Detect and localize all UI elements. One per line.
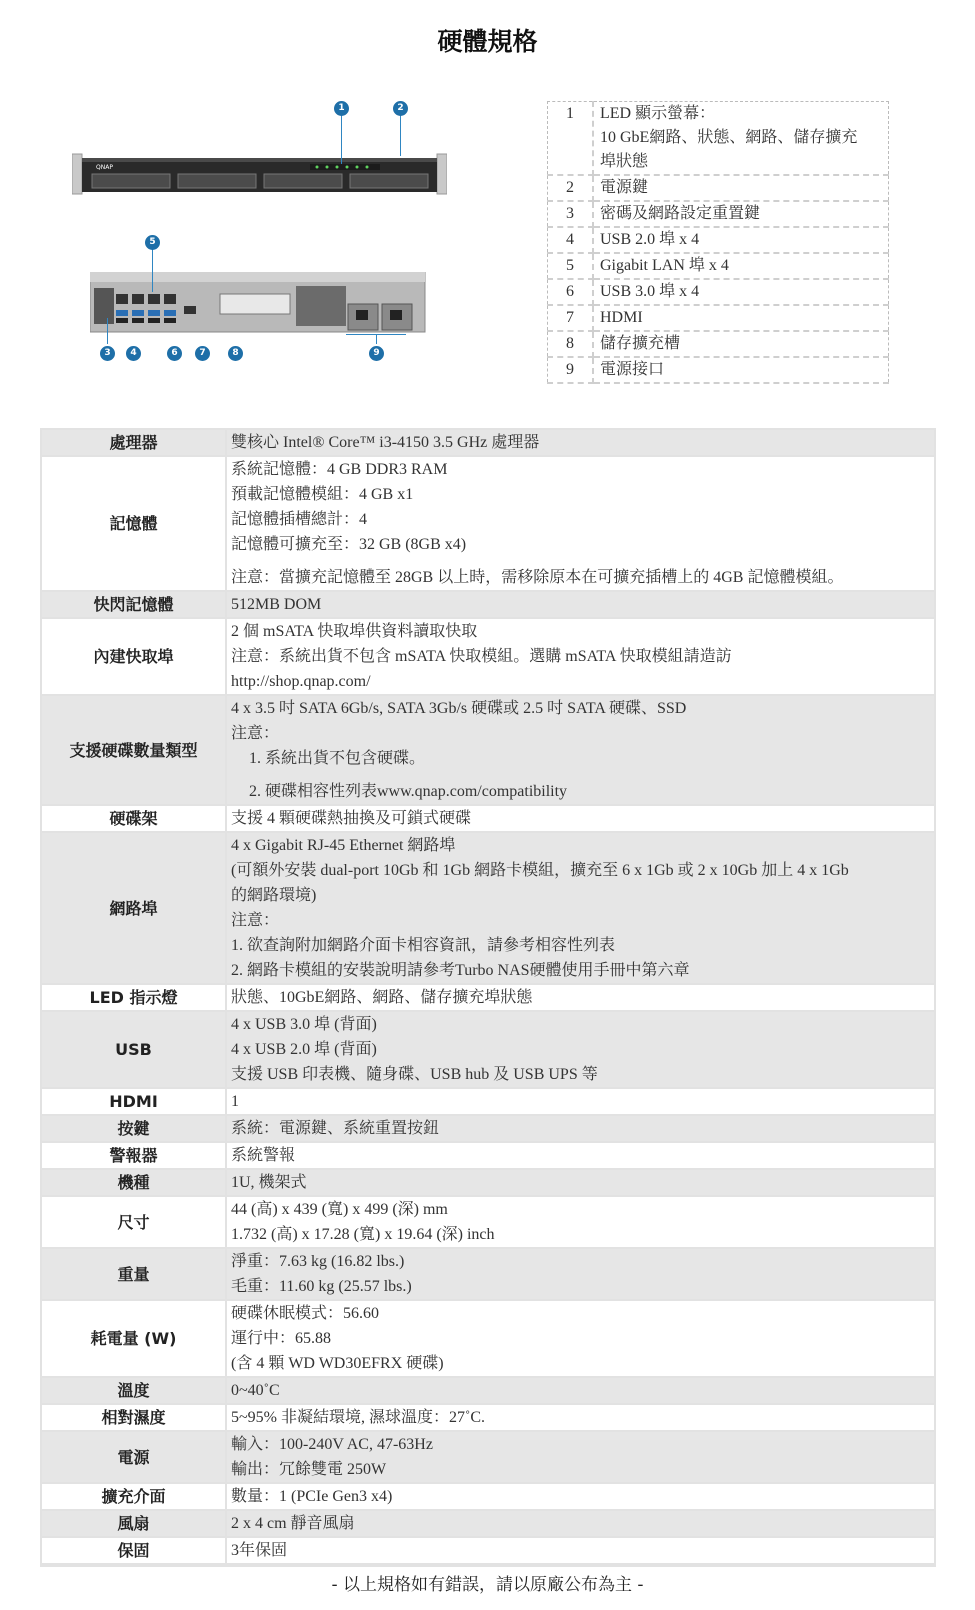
spec-label: 網路埠 <box>42 833 227 985</box>
spec-line: 注意：系統出貨不包含 mSATA 快取模組。選購 mSATA 快取模組請造訪 <box>231 648 732 665</box>
spec-row <box>42 1511 934 1538</box>
spec-line: 1U, 機架式 <box>231 1174 307 1191</box>
spec-value <box>227 1143 934 1170</box>
legend-row <box>548 201 889 227</box>
spec-value <box>227 1511 934 1538</box>
spec-row <box>42 1405 934 1432</box>
spec-line <box>231 771 934 779</box>
component-legend-table <box>547 101 889 384</box>
spec-row <box>42 430 934 457</box>
spec-line: 運行中：65.88 <box>231 1330 332 1347</box>
spec-line: 1.732 (高) x 17.28 (寬) x 19.64 (深) inch <box>231 1226 495 1243</box>
legend-description <box>593 253 889 279</box>
spec-label: HDMI <box>42 1089 227 1116</box>
callout-5: 5 <box>145 235 160 250</box>
spec-label: 溫度 <box>42 1378 227 1405</box>
spec-label: 尺寸 <box>42 1197 227 1249</box>
spec-row <box>42 696 934 806</box>
legend-line: USB 3.0 埠 x 4 <box>600 283 700 300</box>
spec-value <box>227 1089 934 1116</box>
callout-1: 1 <box>334 101 349 116</box>
spec-label: 按鍵 <box>42 1116 227 1143</box>
spec-row <box>42 592 934 619</box>
spec-row <box>42 1301 934 1378</box>
spec-line: 0~40˚C <box>231 1382 280 1399</box>
spec-label: 保固 <box>42 1538 227 1565</box>
callout-4: 4 <box>126 346 141 361</box>
legend-line: 埠狀態 <box>600 153 649 170</box>
disclaimer-footer: - 以上規格如有錯誤，請以原廠公布為主 - <box>331 1575 644 1595</box>
spec-row <box>42 1484 934 1511</box>
spec-label: 重量 <box>42 1249 227 1301</box>
legend-line: 儲存擴充槽 <box>600 335 681 352</box>
spec-row <box>42 1012 934 1089</box>
spec-line: 4 x USB 2.0 埠 (背面) <box>231 1041 377 1058</box>
callout-6: 6 <box>167 346 182 361</box>
spec-row <box>42 806 934 833</box>
spec-row <box>42 1197 934 1249</box>
spec-line: 輸入：100-240V AC, 47-63Hz <box>231 1436 433 1453</box>
spec-line: 狀態、10GbE網路、網路、儲存擴充埠狀態 <box>231 989 533 1006</box>
spec-label: 內建快取埠 <box>42 619 227 696</box>
spec-line: 2 個 mSATA 快取埠供資料讀取快取 <box>231 623 478 640</box>
spec-line: 支援 USB 印表機、隨身碟、USB hub 及 USB UPS 等 <box>231 1066 598 1083</box>
legend-line: 電源鍵 <box>600 179 649 196</box>
spec-value <box>227 1301 934 1378</box>
legend-number: 7 <box>548 305 594 331</box>
spec-line: 注意： <box>231 912 280 929</box>
spec-value <box>227 1249 934 1301</box>
legend-line: HDMI <box>600 309 643 326</box>
legend-description <box>593 201 889 227</box>
spec-label: 相對濕度 <box>42 1405 227 1432</box>
spec-label: 處理器 <box>42 430 227 457</box>
spec-value <box>227 1538 934 1565</box>
legend-number: 2 <box>548 175 594 201</box>
spec-line: 支援 4 顆硬碟熱抽換及可鎖式硬碟 <box>231 810 472 827</box>
spec-row <box>42 1378 934 1405</box>
spec-label: 電源 <box>42 1432 227 1484</box>
legend-description <box>593 279 889 305</box>
spec-value <box>227 457 934 592</box>
spec-value <box>227 806 934 833</box>
hardware-spec-table <box>40 428 936 1567</box>
spec-line: 44 (高) x 439 (寬) x 499 (深) mm <box>231 1201 448 1218</box>
spec-label: 支援硬碟數量類型 <box>42 696 227 806</box>
spec-value <box>227 1378 934 1405</box>
legend-line: Gigabit LAN 埠 x 4 <box>600 257 729 274</box>
spec-value <box>227 1405 934 1432</box>
brand-logo: QNAP <box>96 164 113 171</box>
spec-line: 系統警報 <box>231 1147 296 1164</box>
spec-line: 輸出：冗餘雙電 250W <box>231 1461 387 1478</box>
spec-line: 硬碟休眠模式：56.60 <box>231 1305 380 1322</box>
spec-value <box>227 696 934 806</box>
spec-row <box>42 833 934 985</box>
spec-line: 預載記憶體模組：4 GB x1 <box>231 486 414 503</box>
spec-line: 512MB DOM <box>231 596 322 613</box>
legend-line: LED 顯示螢幕： <box>600 105 716 122</box>
spec-row <box>42 1116 934 1143</box>
spec-label: 警報器 <box>42 1143 227 1170</box>
spec-value <box>227 1432 934 1484</box>
legend-number: 8 <box>548 331 594 357</box>
callout-9: 9 <box>369 346 384 361</box>
spec-value <box>227 1170 934 1197</box>
spec-line: 注意：當擴充記憶體至 28GB 以上時，需移除原本在可擴充插槽上的 4GB 記憶體模組。 <box>231 569 844 586</box>
spec-line: 2. 硬碟相容性列表www.qnap.com/compatibility <box>249 783 568 800</box>
spec-line: 淨重：7.63 kg (16.82 lbs.) <box>231 1253 405 1270</box>
spec-value <box>227 592 934 619</box>
spec-value <box>227 833 934 985</box>
legend-number: 1 <box>548 102 594 176</box>
legend-line: 密碼及網路設定重置鍵 <box>600 205 761 222</box>
legend-row <box>548 102 889 176</box>
spec-line: 記憶體插槽總計：4 <box>231 511 368 528</box>
spec-label: 快閃記憶體 <box>42 592 227 619</box>
spec-line: 1. 系統出貨不包含硬碟。 <box>249 750 426 767</box>
spec-line: 4 x 3.5 吋 SATA 6Gb/s, SATA 3Gb/s 硬碟或 2.5 吋 SATA 硬碟、SSD <box>231 700 687 717</box>
legend-description <box>593 102 889 176</box>
spec-line: http://shop.qnap.com/ <box>231 673 371 690</box>
legend-description <box>593 227 889 253</box>
spec-value <box>227 985 934 1012</box>
legend-line: 電源接口 <box>600 361 665 378</box>
callout-3: 3 <box>100 346 115 361</box>
spec-row <box>42 1432 934 1484</box>
spec-line: 數量：1 (PCIe Gen3 x4) <box>231 1488 393 1505</box>
spec-label: 硬碟架 <box>42 806 227 833</box>
spec-label: USB <box>42 1012 227 1089</box>
callout-2: 2 <box>393 101 408 116</box>
legend-description <box>593 357 889 383</box>
spec-line: 3年保固 <box>231 1542 288 1559</box>
legend-number: 6 <box>548 279 594 305</box>
spec-row <box>42 1249 934 1301</box>
spec-row <box>42 1170 934 1197</box>
spec-line: 1. 欲查詢附加網路介面卡相容資訊，請參考相容性列表 <box>231 937 616 954</box>
legend-description <box>593 305 889 331</box>
legend-row <box>548 227 889 253</box>
page-title: 硬體規格 <box>437 27 538 56</box>
spec-line: 2 x 4 cm 靜音風扇 <box>231 1515 355 1532</box>
spec-line: 的網路環境) <box>231 887 317 904</box>
spec-row <box>42 1089 934 1116</box>
spec-line: 注意： <box>231 725 280 742</box>
nas-front-panel-image <box>72 103 447 200</box>
spec-line: (可額外安裝 dual-port 10Gb 和 1Gb 網路卡模組，擴充至 6 x 1Gb 或 2 x 10Gb 加上 4 x 1Gb <box>231 862 849 879</box>
spec-value <box>227 1484 934 1511</box>
spec-label: 擴充介面 <box>42 1484 227 1511</box>
legend-description <box>593 331 889 357</box>
spec-value <box>227 1012 934 1089</box>
legend-row <box>548 279 889 305</box>
spec-line: 記憶體可擴充至：32 GB (8GB x4) <box>231 536 467 553</box>
legend-number: 4 <box>548 227 594 253</box>
legend-line: USB 2.0 埠 x 4 <box>600 231 700 248</box>
legend-number: 5 <box>548 253 594 279</box>
spec-label: 記憶體 <box>42 457 227 592</box>
spec-label: 風扇 <box>42 1511 227 1538</box>
spec-value <box>227 1116 934 1143</box>
spec-line: 2. 網路卡模組的安裝說明請參考Turbo NAS硬體使用手冊中第六章 <box>231 962 690 979</box>
spec-line: 毛重：11.60 kg (25.57 lbs.) <box>231 1278 412 1295</box>
spec-row <box>42 457 934 592</box>
legend-description <box>593 175 889 201</box>
spec-label: LED 指示燈 <box>42 985 227 1012</box>
spec-line: 雙核心 Intel® Core™ i3-4150 3.5 GHz 處理器 <box>231 434 540 451</box>
legend-row <box>548 305 889 331</box>
spec-row <box>42 619 934 696</box>
spec-line: 1 <box>231 1093 239 1110</box>
legend-number: 9 <box>548 357 594 383</box>
legend-row <box>548 357 889 383</box>
callout-8: 8 <box>228 346 243 361</box>
spec-row <box>42 985 934 1012</box>
spec-line <box>231 557 934 565</box>
legend-row <box>548 175 889 201</box>
spec-line: (含 4 顆 WD WD30EFRX 硬碟) <box>231 1355 444 1372</box>
spec-line: 系統：電源鍵、系統重置按鈕 <box>231 1120 440 1137</box>
legend-line: 10 GbE網路、狀態、網路、儲存擴充 <box>600 129 858 146</box>
spec-value <box>227 1197 934 1249</box>
spec-row <box>42 1143 934 1170</box>
spec-line: 4 x USB 3.0 埠 (背面) <box>231 1016 377 1033</box>
nas-rear-panel-image <box>90 237 430 358</box>
legend-row <box>548 331 889 357</box>
spec-row <box>42 1538 934 1565</box>
legend-row <box>548 253 889 279</box>
spec-line: 4 x Gigabit RJ-45 Ethernet 網路埠 <box>231 837 456 854</box>
spec-value <box>227 430 934 457</box>
spec-line: 5~95% 非凝結環境, 濕球溫度：27˚C. <box>231 1409 485 1426</box>
spec-value <box>227 619 934 696</box>
spec-label: 耗電量 (W) <box>42 1301 227 1378</box>
spec-label: 機種 <box>42 1170 227 1197</box>
callout-7: 7 <box>195 346 210 361</box>
spec-line: 系統記憶體：4 GB DDR3 RAM <box>231 461 448 478</box>
legend-number: 3 <box>548 201 594 227</box>
